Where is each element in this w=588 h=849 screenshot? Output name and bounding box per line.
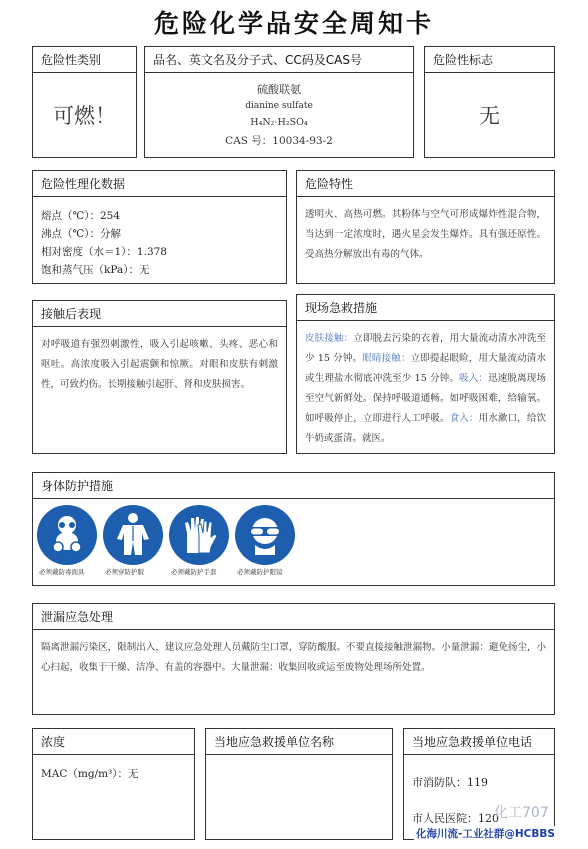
safety-goggles-icon (235, 505, 295, 565)
hazard-sign-header: 危险性标志 (425, 47, 554, 73)
hazard-sign-panel (424, 46, 555, 158)
hazard-props-text: 透明火、高热可燃。其粉体与空气可形成爆炸性混合物，当达到一定浓度时，遇火星会发生爆炸。具有强还原性。受高热分解放出有毒的气体。 (305, 209, 546, 260)
ppe-caption-goggles: 必须戴防护眼镜 (237, 568, 283, 576)
rescue-name-header: 当地应急救援单位名称 (206, 729, 392, 755)
cas-number: CAS 号：10034-93-2 (225, 135, 333, 147)
fire-brigade-number: 市消防队：119 (412, 776, 488, 789)
identity-header: 品名、英文名及分子式、CC码及CAS号 (145, 47, 413, 73)
leak-panel (32, 603, 555, 715)
melting-point: 熔点（℃）：254 (41, 210, 121, 222)
physchem-header: 危险性理化数据 (33, 171, 286, 197)
protective-gloves-icon (169, 505, 229, 565)
eye-contact-label: 眼睛接触： (362, 353, 411, 364)
inhalation-text: 迅速脱离现场至空气新鲜处。保持呼吸道通畅。如呼吸困难，给输氧。如呼吸停止，立即进行人工呼吸。 (305, 373, 546, 424)
ppe-header: 身体防护措施 (33, 473, 554, 499)
chemical-name-cn: 硫酸联氨 (257, 83, 301, 96)
skin-contact-text: 立即脱去污染的衣着，用大量流动清水冲洗至少 15 分钟。 (305, 333, 546, 364)
relative-density: 相对密度（水＝1）：1.378 (41, 246, 167, 258)
rescue-phone-panel (403, 728, 555, 840)
rescue-phone-header: 当地应急救援单位电话 (404, 729, 554, 755)
leak-text: 隔离泄漏污染区，限制出入，建议应急处理人员戴防尘口罩，穿防酸服。不要直接接触泄漏物。小量泄漏：避免扬尘，小心扫起，收集于干燥、洁净、有盖的容器中。大量泄漏：收集回收或运至废物处理场所处置。 (41, 642, 546, 673)
concentration-panel (32, 728, 195, 840)
hazard-class-value: 可燃！ (53, 104, 116, 128)
inhalation-label: 吸入： (459, 373, 489, 384)
boiling-point: 沸点（℃）：分解 (41, 228, 121, 240)
identity-panel (144, 46, 414, 158)
hazard-props-header: 危险特性 (297, 171, 554, 197)
hazard-sign-value: 无 (479, 104, 500, 128)
leak-header: 泄漏应急处理 (33, 604, 554, 630)
concentration-header: 浓度 (33, 729, 194, 755)
hazard-class-header: 危险性类别 (33, 47, 136, 73)
first-aid-header: 现场急救措施 (297, 295, 554, 321)
watermark-top: 化工707 (494, 805, 549, 821)
gas-mask-icon (37, 505, 97, 565)
contact-text: 对呼吸道有强烈刺激性，吸入引起咳嗽、头疼、恶心和呕吐。高浓度吸入引起震颤和惊厥。对眼和皮肤有刺激性，可致灼伤。长期接触引起肝、肾和皮肤损害。 (41, 339, 278, 390)
ppe-caption-suit: 必须穿防护服 (105, 568, 144, 576)
eye-contact-text: 立即提起眼睑，用大量流动清水或生理盐水彻底冲洗至少 15 分钟。 (305, 353, 546, 384)
concentration-value: MAC（mg/m³）：无 (41, 768, 139, 780)
ppe-panel (32, 472, 555, 586)
chemical-name-en: dianine sulfate (245, 101, 313, 111)
hazard-props-panel (296, 170, 555, 284)
watermark-bottom: 化海川流-工业社群@HCBBS (416, 828, 555, 840)
physchem-panel (32, 170, 287, 284)
ppe-caption-gloves: 必须戴防护手套 (171, 568, 217, 576)
ingestion-text: 用水漱口，给饮牛奶或蛋清。就医。 (305, 413, 546, 444)
protective-suit-icon (103, 505, 163, 565)
first-aid-text (297, 321, 554, 453)
ingestion-label: 食入： (449, 413, 479, 424)
rescue-name-panel (205, 728, 393, 840)
first-aid-panel (296, 294, 555, 454)
contact-panel (32, 300, 287, 454)
hospital-number: 市人民医院：120 (412, 812, 499, 825)
page-title: 危险化学品安全周知卡 (153, 9, 434, 38)
skin-contact-label: 皮肤接触： (305, 333, 354, 344)
vapor-pressure: 饱和蒸气压（kPa）：无 (41, 264, 150, 276)
ppe-caption-mask: 必须戴防毒面具 (39, 568, 85, 576)
chemical-formula: H₄N₂·H₂SO₄ (250, 117, 308, 128)
hazard-class-panel (32, 46, 137, 158)
contact-header: 接触后表现 (33, 301, 286, 327)
